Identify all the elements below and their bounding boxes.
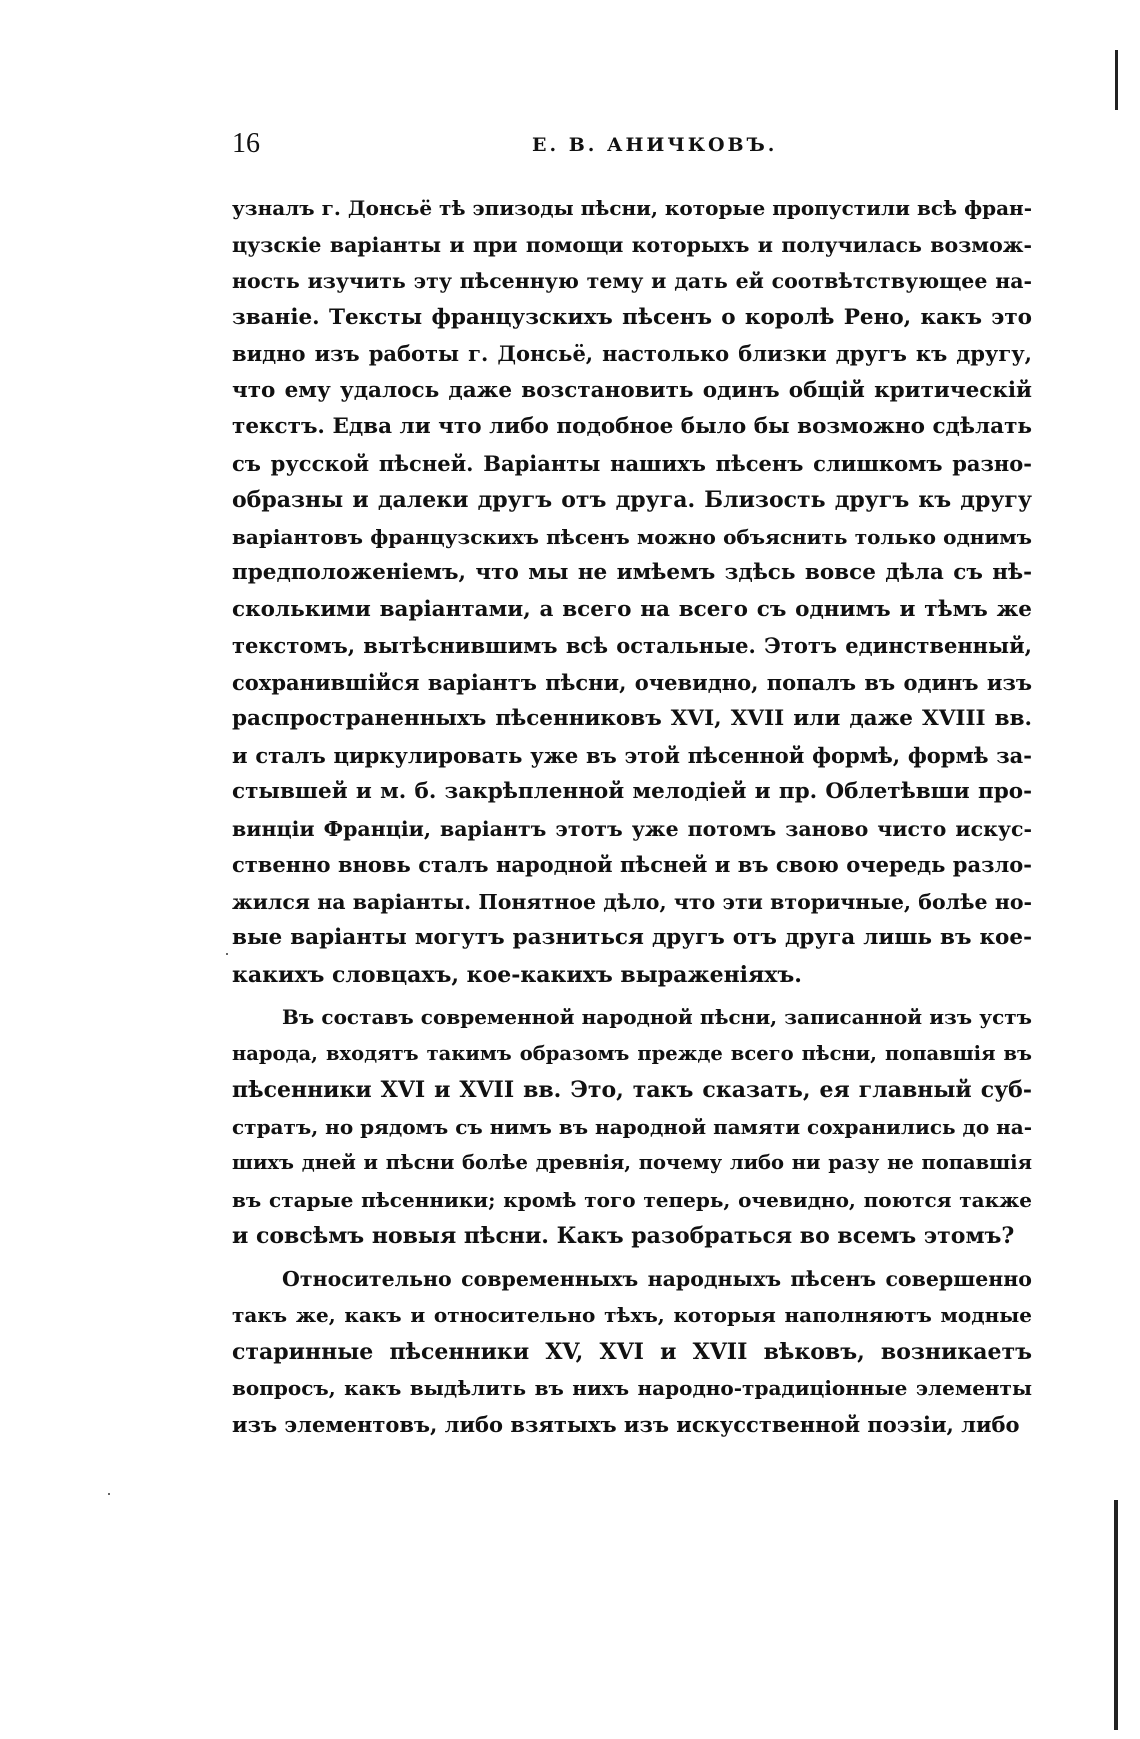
text-line: текстъ. Едва ли что либо подобное было бы возможно сдѣлать (232, 414, 1032, 439)
text-line: и совсѣмъ новыя пѣсни. Какъ разобраться во всемъ этомъ? (232, 1223, 1015, 1249)
text-line: жился на варіанты. Понятное дѣло, что эти вторичные, болѣе но- (232, 889, 1032, 914)
body-text (232, 190, 1032, 1443)
text-line: видно изъ работы г. Донсьё, настолько близки другъ къ другу, (232, 341, 1032, 366)
page-number: 16 (232, 128, 260, 159)
text-line: сохранившійся варіантъ пѣсни, очевидно, попалъ въ одинъ изъ (232, 669, 1032, 695)
text-line: предположеніемъ, что мы не имѣемъ здѣсь вовсе дѣла съ нѣ- (232, 560, 1032, 585)
paragraph (232, 1261, 1032, 1444)
text-line: старинные пѣсенники XV, XVI и XVII вѣковъ, возникаетъ (232, 1338, 1032, 1365)
text-line: званіе. Тексты французскихъ пѣсенъ о королѣ Рено, какъ это (232, 304, 1032, 330)
text-line: въ старые пѣсенники; кромѣ того теперь, очевидно, поются также (232, 1187, 1032, 1212)
text-line: ственно вновь сталъ народной пѣсней и въ свою очередь разло- (232, 852, 1032, 877)
text-line: распространенныхъ пѣсенниковъ XVI, XVII или даже XVIII вв. (232, 706, 1032, 731)
paragraph (232, 999, 1032, 1255)
text-line: текстомъ, вытѣснившимъ всѣ остальные. Этотъ единственный, (232, 633, 1032, 658)
text-line: сколькими варіантами, а всего на всего съ однимъ и тѣмъ же (232, 596, 1032, 622)
page-edge-mark (1115, 50, 1118, 110)
text-line: пѣсенники XVI и XVII вв. Это, такъ сказать, ея главный суб- (232, 1077, 1032, 1103)
text-line: Относительно современныхъ народныхъ пѣсенъ совершенно (282, 1266, 1032, 1291)
text-line: ность изучить эту пѣсенную тему и дать ей соотвѣтствующее на- (232, 269, 1032, 293)
paragraph (232, 190, 1032, 993)
text-line: и сталъ циркулировать уже въ этой пѣсенной формѣ, формѣ за- (232, 742, 1032, 768)
text-line: образны и далеки другъ отъ друга. Близость другъ къ другу (232, 487, 1032, 513)
text-line: винціи Франціи, варіантъ этотъ уже потомъ заново чисто искус- (232, 816, 1032, 841)
text-line: что ему удалось даже возстановить одинъ общій критическій (232, 377, 1032, 403)
text-line: вопросъ, какъ выдѣлить въ нихъ народно-традиціонные элементы (232, 1376, 1032, 1400)
print-speck (108, 1493, 110, 1495)
text-line: варіантовъ французскихъ пѣсенъ можно объяснить только однимъ (232, 524, 1032, 549)
running-head-title: Е. В. АНИЧКОВЪ. (532, 134, 778, 156)
text-line: Въ составъ современной народной пѣсни, записанной изъ устъ (282, 1005, 1032, 1029)
text-line: узналъ г. Донсьё тѣ эпизоды пѣсни, которые пропустили всѣ фран- (232, 196, 1032, 220)
text-line: такъ же, какъ и относительно тѣхъ, которыя наполняютъ модные (232, 1303, 1032, 1327)
text-line: какихъ словцахъ, кое-какихъ выраженіяхъ. (232, 961, 802, 988)
running-head (232, 128, 1032, 168)
text-line: стратъ, но рядомъ съ нимъ въ народной памяти сохранились до на- (232, 1114, 1032, 1139)
text-line: вые варіанты могутъ разниться другъ отъ друга лишь въ кое- (232, 925, 1032, 950)
text-line: народа, входятъ такимъ образомъ прежде всего пѣсни, попавшія въ (232, 1041, 1032, 1065)
text-line: изъ элементовъ, либо взятыхъ изъ искусственной поэзіи, либо (232, 1411, 1020, 1437)
text-line: цузскіе варіанты и при помощи которыхъ и получилась возмож- (232, 232, 1032, 257)
text-line: шихъ дней и пѣсни болѣе древнія, почему либо ни разу не попавшія (232, 1151, 1032, 1174)
print-speck (226, 953, 228, 955)
text-line: съ русской пѣсней. Варіанты нашихъ пѣсенъ слишкомъ разно- (232, 450, 1032, 476)
text-line: стывшей и м. б. закрѣпленной мелодіей и пр. Облетѣвши про- (232, 779, 1032, 804)
page-edge-mark (1114, 1500, 1118, 1730)
